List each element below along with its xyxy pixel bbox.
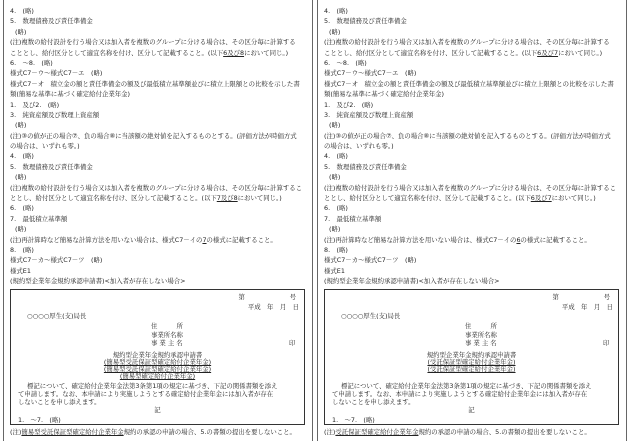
text-segment: 様式E1 (10, 266, 31, 275)
text-segment: 4. (略) (324, 152, 348, 161)
text-line (10, 224, 310, 234)
text-body (10, 6, 310, 287)
text-line (324, 224, 624, 234)
form-office-label: 事業所名称 (151, 331, 183, 339)
text-line (10, 120, 310, 130)
text-segment: 様式C7－ウ～様式C7－エ (略) (324, 69, 417, 78)
text-segment: (注)複数の給付設計を行う場合又は加入者を複数のグループに分ける場合は、その区分毎に計算するこ (10, 183, 303, 192)
text-line (10, 266, 310, 276)
form-subtitle (325, 366, 618, 373)
right-column (317, 0, 627, 441)
text-segment: 様式C7－カ～様式C7－ツ (略) (10, 256, 103, 265)
text-segment: (規約型企業年金規約承認申請書)<加入者が存在しない場合> (324, 277, 500, 286)
text-segment: 4. (略) (10, 152, 34, 161)
text-segment: ととし、給付区分として適宜名称を付け、区分して記載すること。(以下 (10, 194, 217, 203)
text-segment: 1. 及び2. (略) (10, 100, 60, 109)
form-ki: 記 (154, 406, 161, 414)
underlined-text: (受託保証型確定給付企業年金) (427, 358, 516, 366)
underlined-text: (簡易型受託保証型確定給付企業年金) (103, 365, 212, 373)
footnote (324, 428, 591, 436)
text-segment: 8. (略) (324, 245, 348, 254)
text-line (324, 214, 624, 224)
text-line (10, 235, 310, 245)
form-body (332, 382, 614, 406)
text-segment: 3. 純資産額及び数理上資産額 (10, 110, 100, 119)
text-line (324, 6, 624, 16)
seal-mark: 印 (603, 339, 610, 347)
text-segment: 類(簡易な基準に基づく確定給付企業年金) (10, 90, 131, 99)
text-segment: 様式C7－オ 積立金の額と責任準備金の額及び最低積立基準額並びに積立上限額との比較を示した書 (10, 79, 300, 88)
form-addressee: ○○○○厚生(支)局長 (341, 312, 401, 320)
text-segment: (略) (15, 173, 27, 182)
text-line (324, 48, 624, 58)
text-line (10, 183, 310, 193)
text-line (324, 27, 624, 37)
text-segment: ととし、給付区分として適宜名称を付け、区分して記載すること。(以下 (324, 194, 531, 203)
text-line (10, 37, 310, 47)
form-address-label: 住 所 (465, 322, 497, 330)
text-line (324, 110, 624, 120)
text-line (10, 151, 310, 161)
underlined-text: 簡易型受託保証型確定給付企業年金 (21, 428, 124, 436)
form-addressee: ○○○○厚生(支)局長 (27, 312, 87, 320)
text-segment: 6. (略) (10, 204, 34, 213)
form-body-line: て申請します。なお、本申請により実施しようとする確定給付企業年金には加入者が存在 (18, 390, 274, 398)
text-line (324, 141, 624, 151)
form-owner-label: 事 業 主 名 (151, 339, 183, 347)
text-segment: において同じ。) (558, 48, 603, 57)
underlined-text: 受託保証型確定給付企業年金 (335, 428, 419, 436)
form-ki: 記 (468, 406, 475, 414)
text-segment: の場合は、いずれも零。) (324, 142, 394, 151)
text-segment: 様式E1 (324, 266, 345, 275)
application-form (324, 289, 619, 425)
underlined-text: (簡易型受託保証型確定給付企業年金) (103, 358, 212, 366)
underlined-text: 6及び8 (223, 48, 245, 57)
text-segment: 規約の承認の申請の場合、5.の書類の提出を要しないこと。 (123, 428, 296, 436)
text-segment: 様式C7－ウ～様式C7－エ (略) (10, 69, 103, 78)
left-column (3, 0, 313, 441)
text-segment: 1. 及び2. (略) (324, 100, 374, 109)
text-line (324, 172, 624, 182)
text-line (10, 27, 310, 37)
text-segment: (注)再計算時など簡易な計算方法を用いない場合は、様式C7－イの (10, 235, 203, 244)
underlined-text: 6 (516, 235, 521, 244)
text-segment: こととし、給付区分として適宜名称を付け、区分して記載すること。(以下 (10, 48, 224, 57)
text-segment: 6. ～8. (略) (10, 58, 53, 67)
text-segment: において同じ。) (244, 48, 289, 57)
form-number: 第 号 (238, 293, 296, 301)
form-subtitles (11, 359, 304, 380)
form-number: 第 号 (552, 293, 610, 301)
text-line (10, 193, 310, 203)
form-body (18, 382, 300, 406)
text-line (10, 58, 310, 68)
seal-mark: 印 (289, 339, 296, 347)
text-line (324, 37, 624, 47)
text-segment: 6. (略) (324, 204, 348, 213)
text-segment: (注)複数の給付設計を行う場合又は加入者を複数のグループに分ける場合は、その区分毎に計算する (324, 38, 610, 47)
form-body-line: て申請します。なお、本申請により実施しようとする確定給付企業年金には加入者が存在 (332, 390, 588, 398)
text-line (324, 16, 624, 26)
form-subtitle (11, 373, 304, 380)
form-subtitles (325, 359, 618, 373)
text-segment: において同じ。) (237, 194, 282, 203)
text-segment: 7. 最低積立基準額 (324, 214, 382, 223)
footnote (10, 428, 296, 436)
text-segment: (略) (329, 173, 341, 182)
form-items: 1. ～7. (略) (332, 416, 375, 424)
text-segment: (注) (10, 428, 22, 436)
text-line (324, 68, 624, 78)
text-segment: 5. 数理債務及び責任準備金 (324, 162, 407, 171)
text-line (10, 172, 310, 182)
underlined-text: 6及び7 (537, 48, 559, 57)
text-line (324, 100, 624, 110)
form-title: 規約型企業年金規約承認申請書 (112, 351, 203, 359)
text-line (324, 245, 624, 255)
form-body-line: 標記について、確定給付企業年金法第3条第1項の規定に基づき、下記の関係書類を添え (27, 382, 278, 390)
text-segment: 4. (略) (324, 7, 348, 15)
text-segment: (注)複数の給付設計を行う場合又は加入者を複数のグループに分ける場合は、その区分毎に計算する (10, 38, 296, 47)
text-line (324, 131, 624, 141)
text-line (10, 245, 310, 255)
underlined-text: 7及び8 (216, 194, 238, 203)
text-line (324, 120, 624, 130)
text-line (10, 48, 310, 58)
text-line (10, 203, 310, 213)
text-segment: 7. 最低積立基準額 (10, 214, 68, 223)
text-segment: 5. 数理債務及び責任準備金 (10, 162, 93, 171)
footnote-line (324, 428, 591, 436)
underlined-text: (簡易型確定給付企業年金) (119, 372, 196, 380)
text-line (324, 276, 624, 286)
text-body (324, 6, 624, 287)
text-line (324, 203, 624, 213)
text-segment: (略) (329, 27, 341, 36)
form-address-label: 住 所 (151, 322, 183, 330)
text-line (10, 100, 310, 110)
text-line (10, 110, 310, 120)
form-date: 平成 年 月 日 (561, 303, 613, 311)
text-line (324, 162, 624, 172)
text-line (10, 162, 310, 172)
text-segment: (規約型企業年金規約承認申請書)<加入者が存在しない場合> (10, 277, 186, 286)
text-segment: (略) (329, 225, 341, 234)
text-segment: (注)③の値が正の場合⑦、負の場合⑧に当該額の絶対値を記入するものとする。(評価方法が時価方式 (10, 131, 297, 140)
text-segment: 3. 純資産額及び数理上資産額 (324, 110, 414, 119)
text-segment: の場合は、いずれも零。) (10, 142, 80, 151)
text-line (324, 183, 624, 193)
text-segment: (略) (329, 121, 341, 130)
text-segment: (注)再計算時など簡易な計算方法を用いない場合は、様式C7－イの (324, 235, 517, 244)
text-segment: 様式C7－カ～様式C7－ツ (略) (324, 256, 417, 265)
form-office-label: 事業所名称 (465, 331, 497, 339)
text-segment: 5. 数理債務及び責任準備金 (324, 17, 407, 26)
application-form (10, 289, 305, 425)
text-segment: (略) (15, 121, 27, 130)
text-segment: 様式C7－オ 積立金の額と責任準備金の額及び最低積立基準額並びに積立上限額との比較を示した書 (324, 79, 614, 88)
text-segment: 4. (略) (10, 7, 34, 15)
form-title: 規約型企業年金規約承認申請書 (426, 351, 517, 359)
text-line (324, 266, 624, 276)
underlined-text: (受託保証型確定給付企業年金) (427, 365, 516, 373)
text-segment: こととし、給付区分として適宜名称を付け、区分して記載すること。(以下 (324, 48, 538, 57)
form-body-line: 標記について、確定給付企業年金法第3条第1項の規定に基づき、下記の関係書類を添え (341, 382, 592, 390)
text-line (10, 214, 310, 224)
text-segment: (略) (15, 225, 27, 234)
text-line (10, 79, 310, 89)
form-owner-label: 事 業 主 名 (465, 339, 497, 347)
text-line (324, 79, 624, 89)
text-segment: の様式に記載すること。 (206, 235, 277, 244)
text-line (324, 151, 624, 161)
text-segment: 規約の承認の申請の場合、5.の書類の提出を要しないこと。 (418, 428, 591, 436)
text-line (10, 255, 310, 265)
underlined-text: 6及び7 (530, 194, 552, 203)
text-segment: の様式に記載すること。 (520, 235, 591, 244)
underlined-text: 7 (202, 235, 207, 244)
text-segment: 類(簡易な基準に基づく確定給付企業年金) (324, 90, 445, 99)
text-segment: (注) (324, 428, 336, 436)
footnote-line (10, 428, 296, 436)
text-line (10, 6, 310, 16)
text-line (10, 68, 310, 78)
text-segment: において同じ。) (551, 194, 596, 203)
form-body-line: しないことを申し添えます。 (18, 398, 101, 406)
form-items: 1. ～7. (略) (18, 416, 61, 424)
text-segment: (略) (15, 27, 27, 36)
text-line (324, 255, 624, 265)
text-line (324, 235, 624, 245)
form-body-line: しないことを申し添えます。 (332, 398, 415, 406)
form-date: 平成 年 月 日 (247, 303, 299, 311)
text-line (10, 276, 310, 286)
text-line (10, 16, 310, 26)
text-line (10, 89, 310, 99)
text-line (324, 89, 624, 99)
text-line (10, 131, 310, 141)
text-segment: 6. ～8. (略) (324, 58, 367, 67)
text-segment: (注)複数の給付設計を行う場合又は加入者を複数のグループに分ける場合は、その区分毎に計算するこ (324, 183, 617, 192)
text-segment: 5. 数理債務及び責任準備金 (10, 17, 93, 26)
text-segment: 8. (略) (10, 245, 34, 254)
text-line (10, 141, 310, 151)
text-line (324, 58, 624, 68)
text-segment: (注)③の値が正の場合⑦、負の場合⑧に当該額の絶対値を記入するものとする。(評価方法が時価方式 (324, 131, 611, 140)
text-line (324, 193, 624, 203)
